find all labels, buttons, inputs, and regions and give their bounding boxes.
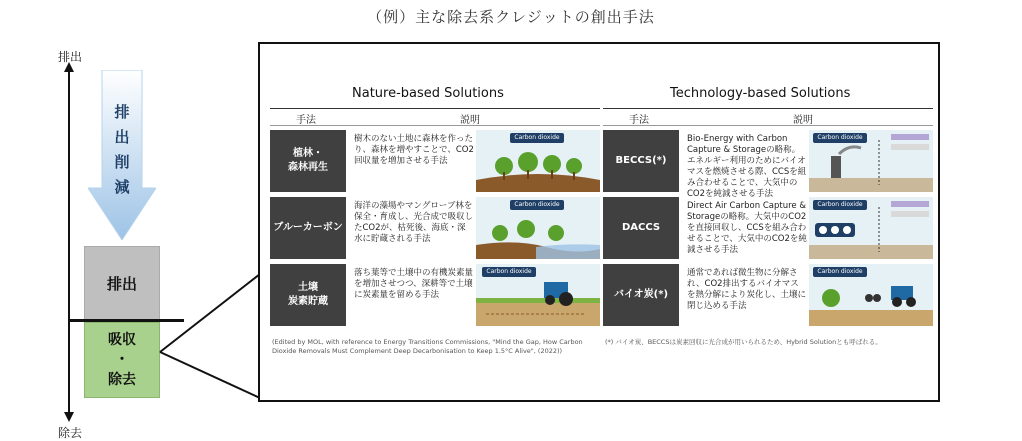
nature-header <box>270 108 600 126</box>
nature-source-note: (Edited by MOL, with reference to Energy Transitions Commissions, "Mind the Gap, How Carbon Dioxide Removals Must Complement Deep Decarbonisation to Keep 1.5°C Alive", (2022)) <box>272 338 583 355</box>
method-label <box>603 264 679 326</box>
reduction-label <box>110 100 134 200</box>
reduction-char: 排 <box>114 103 130 121</box>
co2-chip: Carbon dioxide <box>510 200 564 210</box>
axis-removal-label: 除去 <box>58 426 83 440</box>
tech-row-beccs <box>603 130 933 199</box>
method-text: DACCS <box>621 222 661 233</box>
nature-row-afforestation <box>270 130 600 192</box>
header-method: 手法 <box>629 115 649 126</box>
co2-chip: Carbon dioxide <box>813 267 867 277</box>
solutions-panel <box>258 42 940 402</box>
removal-label-line: 除去 <box>108 372 136 388</box>
removal-label-line: 吸収 <box>108 332 136 348</box>
co2-chip: Carbon dioxide <box>482 267 536 277</box>
tech-footnote: (*) バイオ炭、BECCSは炭素回収に光合成が用いられるため、Hybrid Solutionとも呼ばれる。 <box>605 338 882 346</box>
method-label <box>270 130 346 192</box>
tech-row-biochar <box>603 264 933 326</box>
reduction-char: 減 <box>114 178 130 196</box>
removal-label-line: ・ <box>115 352 129 368</box>
method-description: 落ち葉等で土壌中の有機炭素量を増加させつつ、深耕等で土壌に炭素量を留める手法 <box>354 268 474 300</box>
beccs-illustration <box>809 130 933 192</box>
method-text: ブルーカーボン <box>273 222 343 233</box>
nature-row-soil-carbon <box>270 264 600 326</box>
method-description: Bio-Energy with Carbon Capture & Storageの略称。エネルギー利用のためにバイオマスを燃焼させる際、CCSを組み合わせることで、大気中のCO2を純減させる手法 <box>687 134 807 199</box>
method-description: 通常であれば微生物に分解され、CO2排出するバイオマスを熱分解により炭化し、土壌に閉じ込める手法 <box>687 268 807 311</box>
tech-row-daccs <box>603 197 933 259</box>
method-text: バイオ炭(*) <box>613 289 669 300</box>
co2-chip: Carbon dioxide <box>813 133 867 143</box>
reduction-char: 削 <box>114 153 130 171</box>
method-text: 土壌 炭素貯蔵 <box>288 282 328 307</box>
reduction-char: 出 <box>114 128 130 146</box>
header-desc: 説明 <box>793 115 813 126</box>
method-label <box>603 197 679 259</box>
method-text: 植林・ 森林再生 <box>288 148 328 173</box>
removal-box <box>84 322 160 398</box>
vertical-axis <box>68 70 70 415</box>
method-label <box>270 197 346 259</box>
nature-title: Nature-based Solutions <box>352 86 504 101</box>
header-method: 手法 <box>296 115 316 126</box>
blue-carbon-illustration <box>476 197 600 259</box>
method-text: BECCS(*) <box>615 155 667 166</box>
axis-arrow-down <box>64 412 74 422</box>
header-desc: 説明 <box>460 115 480 126</box>
nature-row-blue-carbon <box>270 197 600 259</box>
biochar-illustration <box>809 264 933 326</box>
forest-illustration <box>476 130 600 192</box>
tech-title: Technology-based Solutions <box>670 86 851 101</box>
co2-chip: Carbon dioxide <box>813 200 867 210</box>
daccs-illustration <box>809 197 933 259</box>
co2-chip: Carbon dioxide <box>510 133 564 143</box>
soil-illustration <box>476 264 600 326</box>
method-description: Direct Air Carbon Capture & Storageの略称。大気中のCO2を直接回収し、CCSを組み合わせることで、大気中のCO2を純減させる手法 <box>687 201 807 255</box>
method-description: 樹木のない土地に森林を作ったり、森林を増やすことで、CO2回収量を増加させる手法 <box>354 134 474 166</box>
method-label <box>603 130 679 192</box>
method-label <box>270 264 346 326</box>
tech-header <box>603 108 933 126</box>
method-description: 海洋の藻場やマングローブ林を保全・育成し、光合成で吸収したCO2が、枯死後、海底・深水に貯蔵される手法 <box>354 201 474 244</box>
axis-emission-label: 排出 <box>58 50 83 64</box>
page-title: （例）主な除去系クレジットの創出手法 <box>367 8 655 26</box>
emission-box: 排出 <box>84 246 160 320</box>
